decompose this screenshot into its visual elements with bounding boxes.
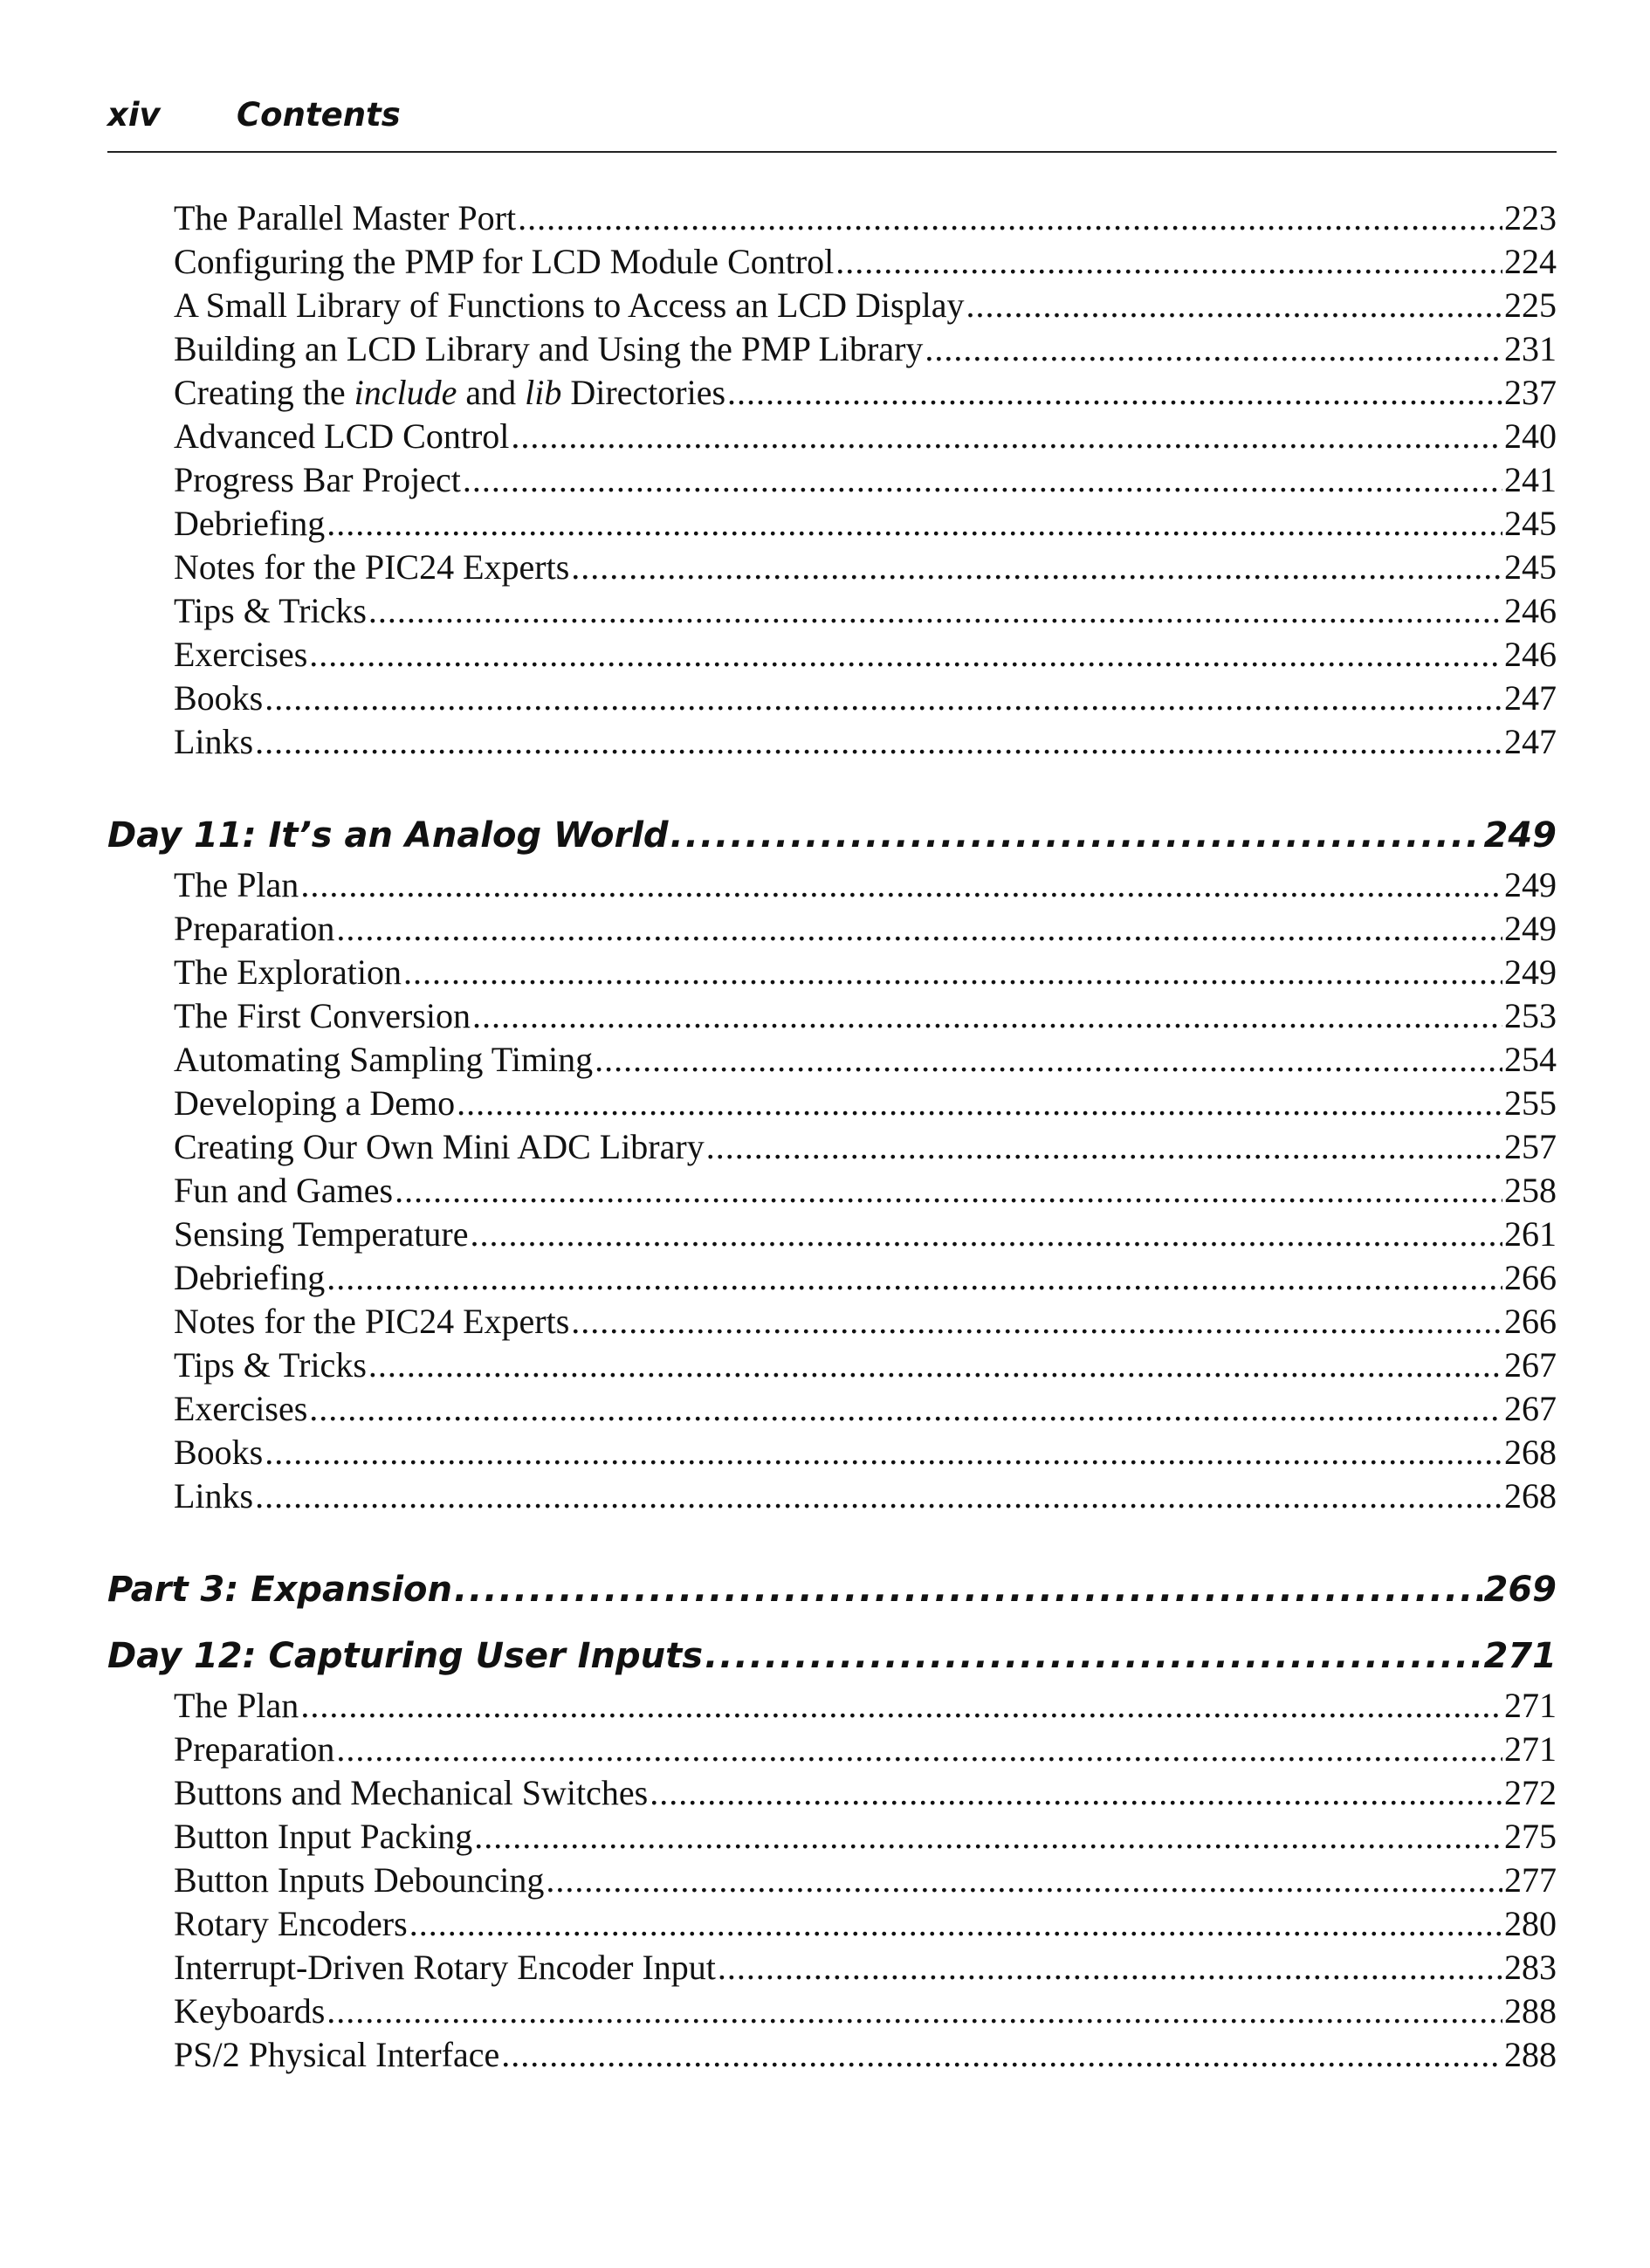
toc-entry-page: 246: [1504, 591, 1557, 630]
toc-entry-page: 267: [1504, 1389, 1557, 1428]
toc-entry-page: 249: [1504, 909, 1557, 948]
toc-entry-title: Notes for the PIC24 Experts: [174, 547, 570, 587]
chapter-heading-day-11[interactable]: [107, 808, 1557, 863]
dot-leader: [463, 458, 1502, 502]
part-page: 269: [1483, 1570, 1557, 1610]
dot-leader: [595, 1038, 1502, 1082]
toc-entry-title: The Plan: [174, 1686, 299, 1725]
dot-leader: [265, 677, 1502, 720]
dot-leader: [309, 633, 1502, 677]
toc-entry-page: 271: [1504, 1686, 1557, 1725]
toc-entry-title: PS/2 Physical Interface: [174, 2035, 500, 2074]
toc-entry[interactable]: [107, 415, 1557, 458]
title-italic-lib: lib: [525, 373, 562, 412]
toc-entry-page: 266: [1504, 1258, 1557, 1297]
toc-entry-page: 261: [1504, 1214, 1557, 1254]
dot-leader: [327, 502, 1502, 546]
toc-entry-title: Links: [174, 1476, 254, 1515]
chapter-title: Day 12: Capturing User Inputs: [107, 1636, 704, 1676]
toc-entry-title: Debriefing: [174, 1258, 326, 1297]
toc-entry[interactable]: [107, 720, 1557, 764]
toc-entry[interactable]: [107, 1859, 1557, 1902]
toc-entry-title: [174, 371, 725, 415]
toc-entry-title: The Exploration: [174, 952, 402, 992]
chapter-title: Day 11: It’s an Analog World: [107, 815, 669, 856]
toc-entry[interactable]: [107, 2033, 1557, 2077]
dot-leader: [309, 1387, 1502, 1431]
dot-leader: [670, 808, 1482, 863]
toc-entry[interactable]: [107, 633, 1557, 677]
dot-leader: [474, 1815, 1502, 1859]
toc-page: [107, 0, 1557, 2268]
toc-entry[interactable]: [107, 1815, 1557, 1859]
toc-entry-title: Preparation: [174, 1729, 335, 1769]
toc-entry[interactable]: [107, 371, 1557, 415]
toc-entry-page: 225: [1504, 285, 1557, 325]
dot-leader: [300, 863, 1502, 907]
dot-leader: [255, 1474, 1502, 1518]
toc-entry[interactable]: [107, 589, 1557, 633]
toc-group-part-3: [107, 1562, 1557, 1618]
toc-entry[interactable]: [107, 1256, 1557, 1300]
toc-entry[interactable]: [107, 1300, 1557, 1344]
toc-entry-page: 245: [1504, 504, 1557, 543]
page-folio: xiv: [107, 96, 161, 134]
toc-entry-page: 240: [1504, 416, 1557, 456]
toc-entry[interactable]: [107, 546, 1557, 589]
dot-leader: [501, 2033, 1502, 2077]
toc-entry-title: Tips & Tricks: [174, 1345, 367, 1385]
dot-leader: [454, 1562, 1482, 1618]
toc-entry[interactable]: [107, 1474, 1557, 1518]
toc-entry-page: 272: [1504, 1773, 1557, 1812]
toc-entry-title: A Small Library of Functions to Access an LCD Display: [174, 285, 965, 325]
dot-leader: [395, 1169, 1502, 1213]
toc-entry-title: The Plan: [174, 865, 299, 904]
toc-entry-title: Button Inputs Debouncing: [174, 1860, 545, 1900]
toc-entry[interactable]: [107, 1431, 1557, 1474]
toc-group-day-11: [107, 808, 1557, 1518]
toc-entry[interactable]: [107, 951, 1557, 994]
toc-entry[interactable]: [107, 1125, 1557, 1169]
dot-leader: [835, 240, 1502, 284]
toc-entry-title: Rotary Encoders: [174, 1904, 408, 1943]
toc-entry-page: 275: [1504, 1817, 1557, 1856]
toc-entry[interactable]: [107, 458, 1557, 502]
toc-entry-title: Interrupt-Driven Rotary Encoder Input: [174, 1948, 716, 1987]
toc-entry-title: Tips & Tricks: [174, 591, 367, 630]
dot-leader: [368, 589, 1502, 633]
toc-entry-title: Automating Sampling Timing: [174, 1040, 594, 1079]
toc-entry-title: Creating Our Own Mini ADC Library: [174, 1127, 705, 1166]
toc-entry-page: 283: [1504, 1948, 1557, 1987]
toc-entry-title: Books: [174, 678, 264, 718]
toc-entry[interactable]: [107, 1082, 1557, 1125]
toc-entry-page: 223: [1504, 198, 1557, 237]
toc-entry-page: 288: [1504, 2035, 1557, 2074]
toc-entry-title: Links: [174, 722, 254, 761]
toc-entry-page: 231: [1504, 329, 1557, 368]
toc-entry-page: 255: [1504, 1083, 1557, 1123]
toc-entry-title: Books: [174, 1433, 264, 1472]
toc-entry[interactable]: [107, 1946, 1557, 1990]
toc-entry-title: Sensing Temperature: [174, 1214, 469, 1254]
dot-leader: [368, 1344, 1502, 1387]
toc-entry-page: 268: [1504, 1476, 1557, 1515]
toc-entry[interactable]: [107, 502, 1557, 546]
dot-leader: [336, 1728, 1502, 1771]
toc-entry-page: 245: [1504, 547, 1557, 587]
toc-entry[interactable]: [107, 284, 1557, 327]
title-part: Directories: [561, 373, 726, 412]
dot-leader: [327, 1990, 1502, 2033]
dot-leader: [546, 1859, 1502, 1902]
dot-leader: [327, 1256, 1502, 1300]
toc-entry-page: 249: [1504, 865, 1557, 904]
toc-entry-page: 247: [1504, 722, 1557, 761]
toc-entry-title: Notes for the PIC24 Experts: [174, 1302, 570, 1341]
dot-leader: [265, 1431, 1502, 1474]
title-part: Creating the: [174, 373, 354, 412]
toc-entry[interactable]: [107, 327, 1557, 371]
running-head: [107, 94, 1557, 136]
dot-leader: [336, 907, 1502, 951]
title-italic-include: include: [354, 373, 457, 412]
toc-entry[interactable]: [107, 240, 1557, 284]
toc-entry[interactable]: [107, 1169, 1557, 1213]
toc-entry[interactable]: [107, 863, 1557, 907]
toc-entry-title: The First Conversion: [174, 996, 471, 1035]
dot-leader: [705, 1628, 1482, 1684]
toc-list: [107, 196, 1557, 2077]
dot-leader: [255, 720, 1502, 764]
toc-entry[interactable]: [107, 1344, 1557, 1387]
toc-entry-title: Configuring the PMP for LCD Module Control: [174, 242, 835, 281]
toc-entry-page: 241: [1504, 460, 1557, 499]
dot-leader: [925, 327, 1502, 371]
toc-entry-page: 288: [1504, 1991, 1557, 2031]
toc-entry-page: 249: [1504, 952, 1557, 992]
chapter-heading-day-12[interactable]: [107, 1628, 1557, 1684]
dot-leader: [403, 951, 1502, 994]
toc-entry-title: Progress Bar Project: [174, 460, 461, 499]
toc-entry[interactable]: [107, 1902, 1557, 1946]
chapter-page: 271: [1483, 1636, 1557, 1676]
dot-leader: [472, 994, 1502, 1038]
dot-leader: [706, 1125, 1502, 1169]
toc-entry-page: 258: [1504, 1171, 1557, 1210]
part-title: Part 3: Expansion: [107, 1570, 452, 1610]
dot-leader: [571, 1300, 1502, 1344]
toc-entry-page: 237: [1504, 373, 1557, 412]
dot-leader: [727, 371, 1502, 415]
chapter-page: 249: [1483, 815, 1557, 856]
dot-leader: [571, 546, 1502, 589]
toc-entry-title: Debriefing: [174, 504, 326, 543]
toc-entry-title: Advanced LCD Control: [174, 416, 510, 456]
header-rule: [107, 151, 1557, 153]
toc-entry-page: 247: [1504, 678, 1557, 718]
dot-leader: [511, 415, 1502, 458]
dot-leader: [300, 1684, 1502, 1728]
toc-entry-page: 268: [1504, 1433, 1557, 1472]
dot-leader: [518, 196, 1502, 240]
toc-entry[interactable]: [107, 1990, 1557, 2033]
toc-entry-page: 254: [1504, 1040, 1557, 1079]
dot-leader: [966, 284, 1502, 327]
toc-group-day-12: [107, 1628, 1557, 2077]
toc-entry-title: Button Input Packing: [174, 1817, 473, 1856]
toc-entry-page: 277: [1504, 1860, 1557, 1900]
toc-entry-page: 280: [1504, 1904, 1557, 1943]
toc-entry-page: 267: [1504, 1345, 1557, 1385]
toc-entry-page: 271: [1504, 1729, 1557, 1769]
toc-entry[interactable]: [107, 1213, 1557, 1256]
toc-entry-title: Fun and Games: [174, 1171, 394, 1210]
toc-entry[interactable]: [107, 1728, 1557, 1771]
toc-entry-page: 257: [1504, 1127, 1557, 1166]
toc-entry[interactable]: [107, 1038, 1557, 1082]
toc-entry-title: Developing a Demo: [174, 1083, 456, 1123]
dot-leader: [470, 1213, 1502, 1256]
toc-entry[interactable]: [107, 1771, 1557, 1815]
dot-leader: [650, 1771, 1502, 1815]
toc-entry-title: Keyboards: [174, 1991, 326, 2031]
part-heading-part-3[interactable]: [107, 1562, 1557, 1618]
toc-entry[interactable]: [107, 1387, 1557, 1431]
toc-entry-title: Buttons and Mechanical Switches: [174, 1773, 649, 1812]
toc-entry[interactable]: [107, 196, 1557, 240]
dot-leader: [457, 1082, 1502, 1125]
toc-entry-title: Exercises: [174, 1389, 308, 1428]
toc-entry[interactable]: [107, 1684, 1557, 1728]
toc-entry[interactable]: [107, 994, 1557, 1038]
toc-entry-page: 253: [1504, 996, 1557, 1035]
toc-entry-page: 246: [1504, 635, 1557, 674]
running-head-title: Contents: [237, 96, 401, 134]
toc-entry-title: The Parallel Master Port: [174, 198, 517, 237]
toc-entry-page: 224: [1504, 242, 1557, 281]
dot-leader: [409, 1902, 1502, 1946]
toc-entry[interactable]: [107, 907, 1557, 951]
title-part: and: [457, 373, 526, 412]
toc-entry-title: Exercises: [174, 635, 308, 674]
toc-entry[interactable]: [107, 677, 1557, 720]
toc-group-continued: [107, 196, 1557, 764]
toc-entry-page: 266: [1504, 1302, 1557, 1341]
toc-entry-title: Building an LCD Library and Using the PMP Library: [174, 329, 924, 368]
toc-entry-title: Preparation: [174, 909, 335, 948]
dot-leader: [718, 1946, 1502, 1990]
